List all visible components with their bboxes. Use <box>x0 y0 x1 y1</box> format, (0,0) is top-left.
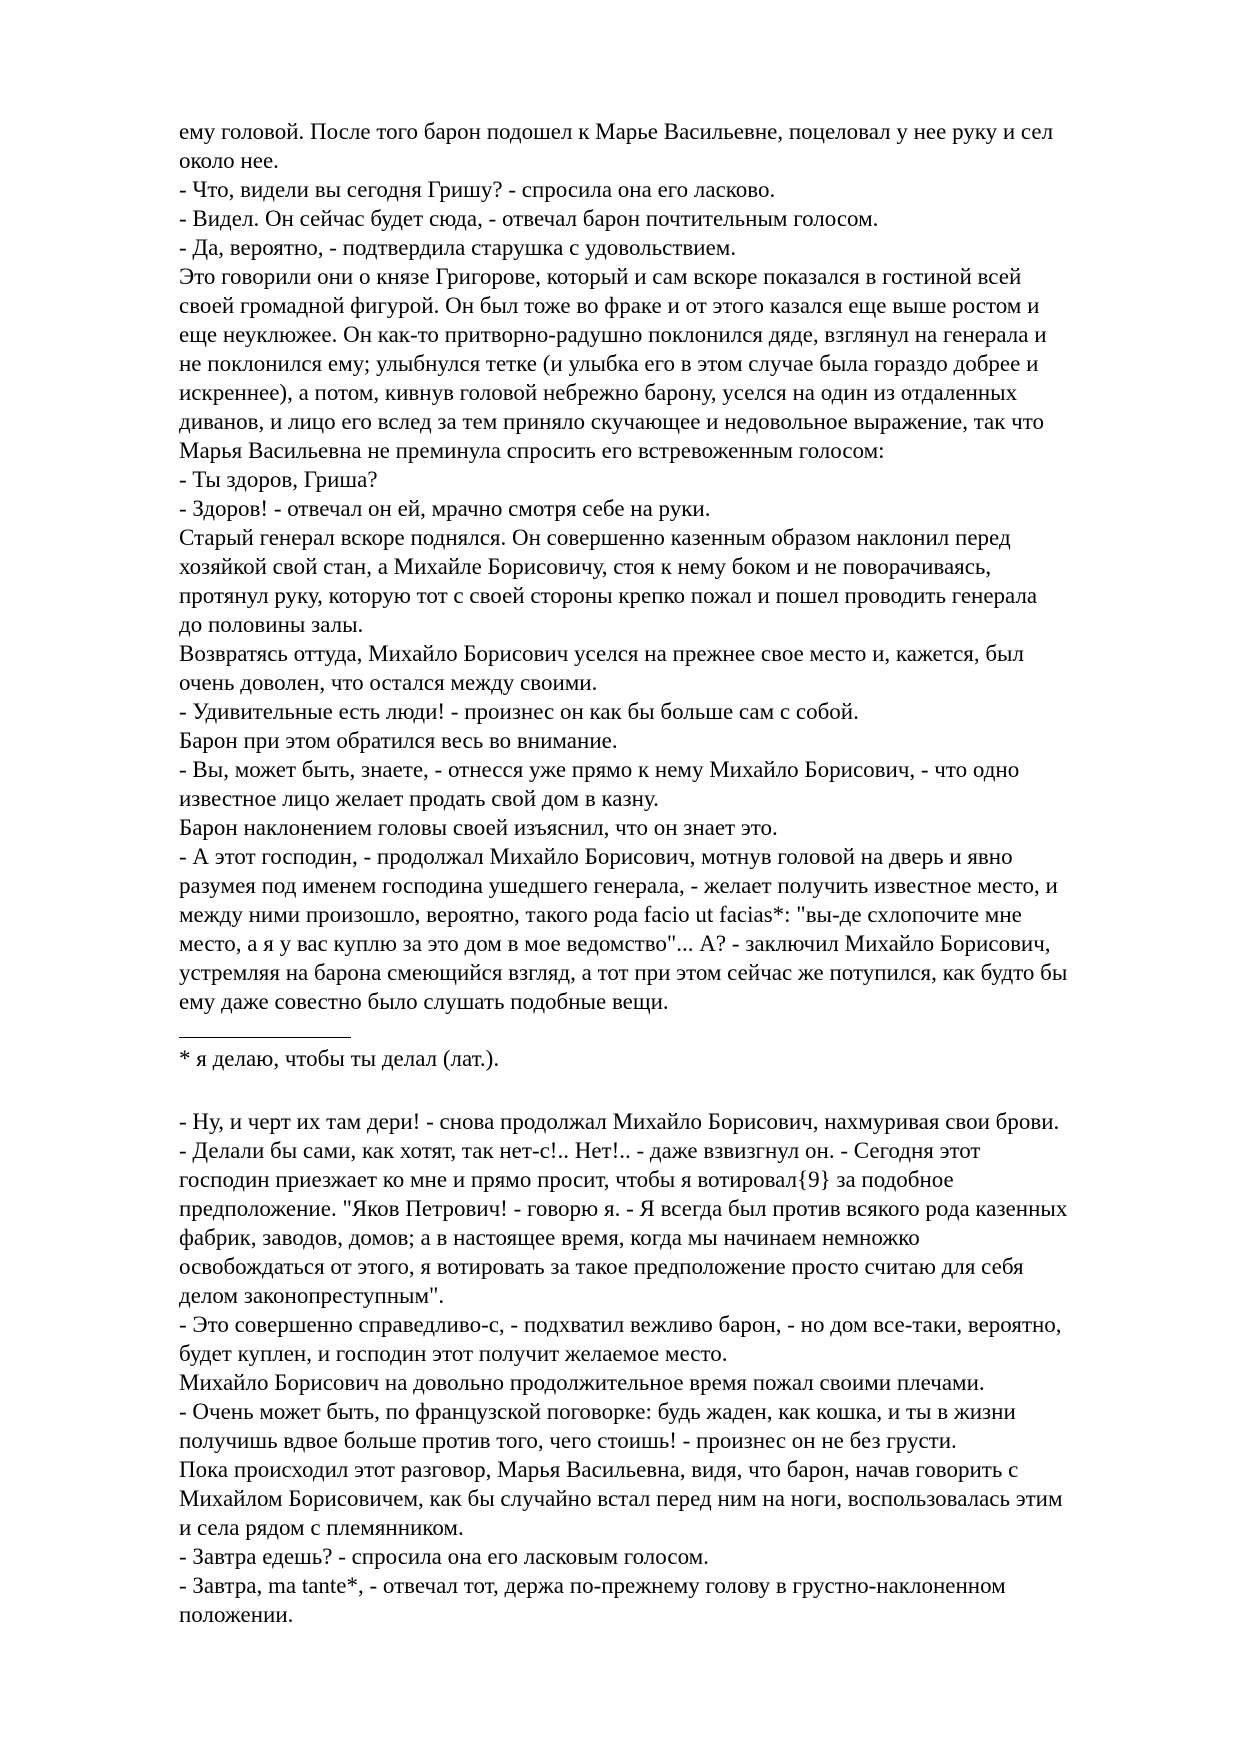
text-line: - Завтра, ma tante*, - отвечал тот, держа по-прежнему голову в грустно-наклоненном <box>179 1573 1006 1598</box>
text-line: - Ты здоров, Гриша? <box>179 467 378 492</box>
text-line: хозяйкой свой стан, а Михайле Борисовичу, стоя к нему боком и не поворачиваясь, <box>179 554 992 579</box>
text-line: - Это совершенно справедливо-с, - подхватил вежливо барон, - но дом все-таки, вероятно, <box>179 1312 1062 1337</box>
text-line: господин приезжает ко мне и прямо просит, чтобы я вотировал{9} за подобное <box>179 1167 954 1192</box>
text-line: устремляя на барона смеющийся взгляд, а тот при этом сейчас же потупился, как будто бы <box>179 960 1068 985</box>
text-line: Старый генерал вскоре поднялся. Он совершенно казенным образом наклонил перед <box>179 525 1011 550</box>
section-gap <box>179 1073 1159 1107</box>
text-line: Пока происходил этот разговор, Марья Васильевна, видя, что барон, начав говорить с <box>179 1457 1019 1482</box>
text-line: Это говорили они о князе Григорове, который и сам вскоре показался в гостиной всей <box>179 264 1022 289</box>
text-line: Возвратясь оттуда, Михайло Борисович уселся на прежнее свое место и, кажется, был <box>179 641 1024 666</box>
text-line: - Да, вероятно, - подтвердила старушка с удовольствием. <box>179 235 737 260</box>
text-line: - Ну, и черт их там дери! - снова продолжал Михайло Борисович, нахмуривая свои брови. <box>179 1109 1060 1134</box>
text-line: известное лицо желает продать свой дом в казну. <box>179 786 659 811</box>
text-line: и села рядом с племянником. <box>179 1515 464 1540</box>
text-line: еще неуклюжее. Он как-то притворно-радушно поклонился дяде, взглянул на генерала и <box>179 322 1047 347</box>
text-line: не поклонился ему; улыбнулся тетке (и улыбка его в этом случае была гораздо добрее и <box>179 351 1039 376</box>
text-line: - Что, видели вы сегодня Гришу? - спросила она его ласково. <box>179 177 776 202</box>
text-line: будет куплен, и господин этот получит желаемое место. <box>179 1341 728 1366</box>
text-line: - А этот господин, - продолжал Михайло Борисович, мотнув головой на дверь и явно <box>179 844 1013 869</box>
continued-text <box>179 1107 1159 1629</box>
document-page <box>179 117 1159 1629</box>
text-line: протянул руку, которую тот с своей стороны крепко пожал и пошел проводить генерала <box>179 583 1038 608</box>
text-line: искреннее), а потом, кивнув головой небрежно барону, уселся на один из отдаленных <box>179 380 1018 405</box>
text-line: Михайло Борисович на довольно продолжительное время пожал своими плечами. <box>179 1370 985 1395</box>
text-line: диванов, и лицо его вслед за тем приняло скучающее и недовольное выражение, так что <box>179 409 1044 434</box>
text-line: освобождаться от этого, я вотировать за такое предположение просто считаю для себя <box>179 1254 1024 1279</box>
text-line: - Здоров! - отвечал он ей, мрачно смотря себе на руки. <box>179 496 711 521</box>
text-line: - Завтра едешь? - спросила она его ласковым голосом. <box>179 1544 709 1569</box>
text-line: Барон при этом обратился весь во внимание. <box>179 728 618 753</box>
text-line: - Вы, может быть, знаете, - отнесся уже прямо к нему Михайло Борисович, - что одно <box>179 757 1020 782</box>
text-line: место, а я у вас куплю за это дом в мое ведомство"... А? - заключил Михайло Борисович, <box>179 931 1051 956</box>
text-line: Барон наклонением головы своей изъяснил, что он знает это. <box>179 815 778 840</box>
footnote: * я делаю, чтобы ты делал (лат.). <box>179 1046 500 1071</box>
text-line: между ними произошло, вероятно, такого рода facio ut facias*: "вы-де схлопочите мне <box>179 902 1022 927</box>
text-line: ему даже совестно было слушать подобные вещи. <box>179 989 669 1014</box>
text-line: - Удивительные есть люди! - произнес он как бы больше сам с собой. <box>179 699 859 724</box>
text-line: своей громадной фигурой. Он был тоже во фраке и от этого казался еще выше ростом и <box>179 293 1040 318</box>
text-line: положении. <box>179 1602 294 1627</box>
text-line: Марья Васильевна не преминула спросить его встревоженным голосом: <box>179 438 885 463</box>
text-line: делом законопреступным". <box>179 1283 445 1308</box>
text-line: разумея под именем господина ушедшего генерала, - желает получить известное место, и <box>179 873 1058 898</box>
text-line: - Очень может быть, по французской поговорке: будь жаден, как кошка, и ты в жизни <box>179 1399 1016 1424</box>
text-line: очень доволен, что остался между своими. <box>179 670 598 695</box>
text-line: Михайлом Борисовичем, как бы случайно встал перед ним на ноги, воспользовалась этим <box>179 1486 1063 1511</box>
text-line: фабрик, заводов, домов; а в настоящее время, когда мы начинаем немножко <box>179 1225 920 1250</box>
text-line: предположение. "Яков Петрович! - говорю я. - Я всегда был против всякого рода казенных <box>179 1196 1068 1221</box>
footnote-divider <box>179 1037 351 1038</box>
text-line: получишь вдвое больше против того, чего стоишь! - произнес он не без грусти. <box>179 1428 957 1453</box>
main-text <box>179 117 1159 1016</box>
text-line: до половины залы. <box>179 612 364 637</box>
text-line: около нее. <box>179 148 279 173</box>
text-line: - Делали бы сами, как хотят, так нет-с!.. Нет!.. - даже взвизгнул он. - Сегодня этот <box>179 1138 981 1163</box>
text-line: ему головой. После того барон подошел к Марье Васильевне, поцеловал у нее руку и сел <box>179 119 1054 144</box>
text-line: - Видел. Он сейчас будет сюда, - отвечал барон почтительным голосом. <box>179 206 879 231</box>
